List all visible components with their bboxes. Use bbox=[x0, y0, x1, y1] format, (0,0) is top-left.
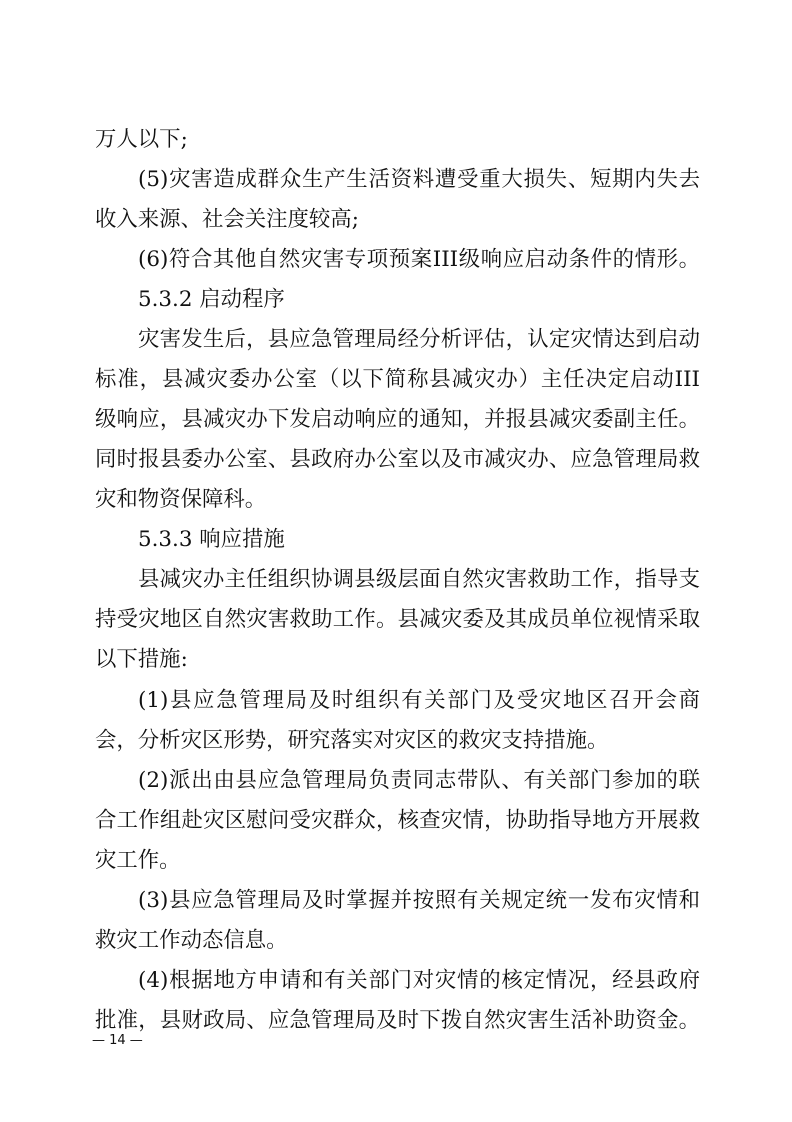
text-line: (2)派出由县应急管理局负责同志带队、有关部门参加的联 bbox=[138, 768, 700, 793]
text-line: 救灾工作动态信息。 bbox=[95, 928, 288, 953]
text-line: (3)县应急管理局及时掌握并按照有关规定统一发布灾情和 bbox=[138, 888, 700, 913]
text-line: 灾工作。 bbox=[95, 848, 181, 873]
text-line: 收入来源、社会关注度较高; bbox=[95, 207, 359, 232]
text-line: 以下措施: bbox=[95, 647, 188, 672]
text-line: 灾和物资保障科。 bbox=[95, 487, 267, 512]
section-heading: 5.3.2 启动程序 bbox=[138, 287, 285, 312]
text-line: (6)符合其他自然灾害专项预案III级响应启动条件的情形。 bbox=[138, 247, 700, 272]
text-line: 标准，县减灾委办公室（以下简称县减灾办）主任决定启动III bbox=[95, 367, 700, 392]
text-line: (4)根据地方申请和有关部门对灾情的核定情况，经县政府 bbox=[138, 968, 700, 993]
text-line: (1)县应急管理局及时组织有关部门及受灾地区召开会商 bbox=[138, 688, 700, 713]
text-line: 县减灾办主任组织协调县级层面自然灾害救助工作，指导支 bbox=[138, 567, 700, 592]
text-line: 会，分析灾区形势，研究落实对灾区的救灾支持措施。 bbox=[95, 728, 609, 753]
text-line: 级响应，县减灾办下发启动响应的通知，并报县减灾委副主任。 bbox=[95, 407, 700, 432]
section-heading: 5.3.3 响应措施 bbox=[138, 527, 285, 552]
text-line: 持受灾地区自然灾害救助工作。县减灾委及其成员单位视情采取 bbox=[95, 607, 700, 632]
text-line: 合工作组赴灾区慰问受灾群众，核查灾情，协助指导地方开展救 bbox=[95, 808, 700, 833]
text-line: 批准，县财政局、应急管理局及时下拨自然灾害生活补助资金。 bbox=[95, 1008, 700, 1033]
text-line: 灾害发生后，县应急管理局经分析评估，认定灾情达到启动 bbox=[138, 327, 700, 352]
page-number: — 14 — bbox=[92, 1033, 143, 1048]
text-line: 同时报县委办公室、县政府办公室以及市减灾办、应急管理局救 bbox=[95, 447, 700, 472]
text-line: 万人以下; bbox=[95, 127, 188, 152]
text-line: (5)灾害造成群众生产生活资料遭受重大损失、短期内失去 bbox=[138, 167, 700, 192]
